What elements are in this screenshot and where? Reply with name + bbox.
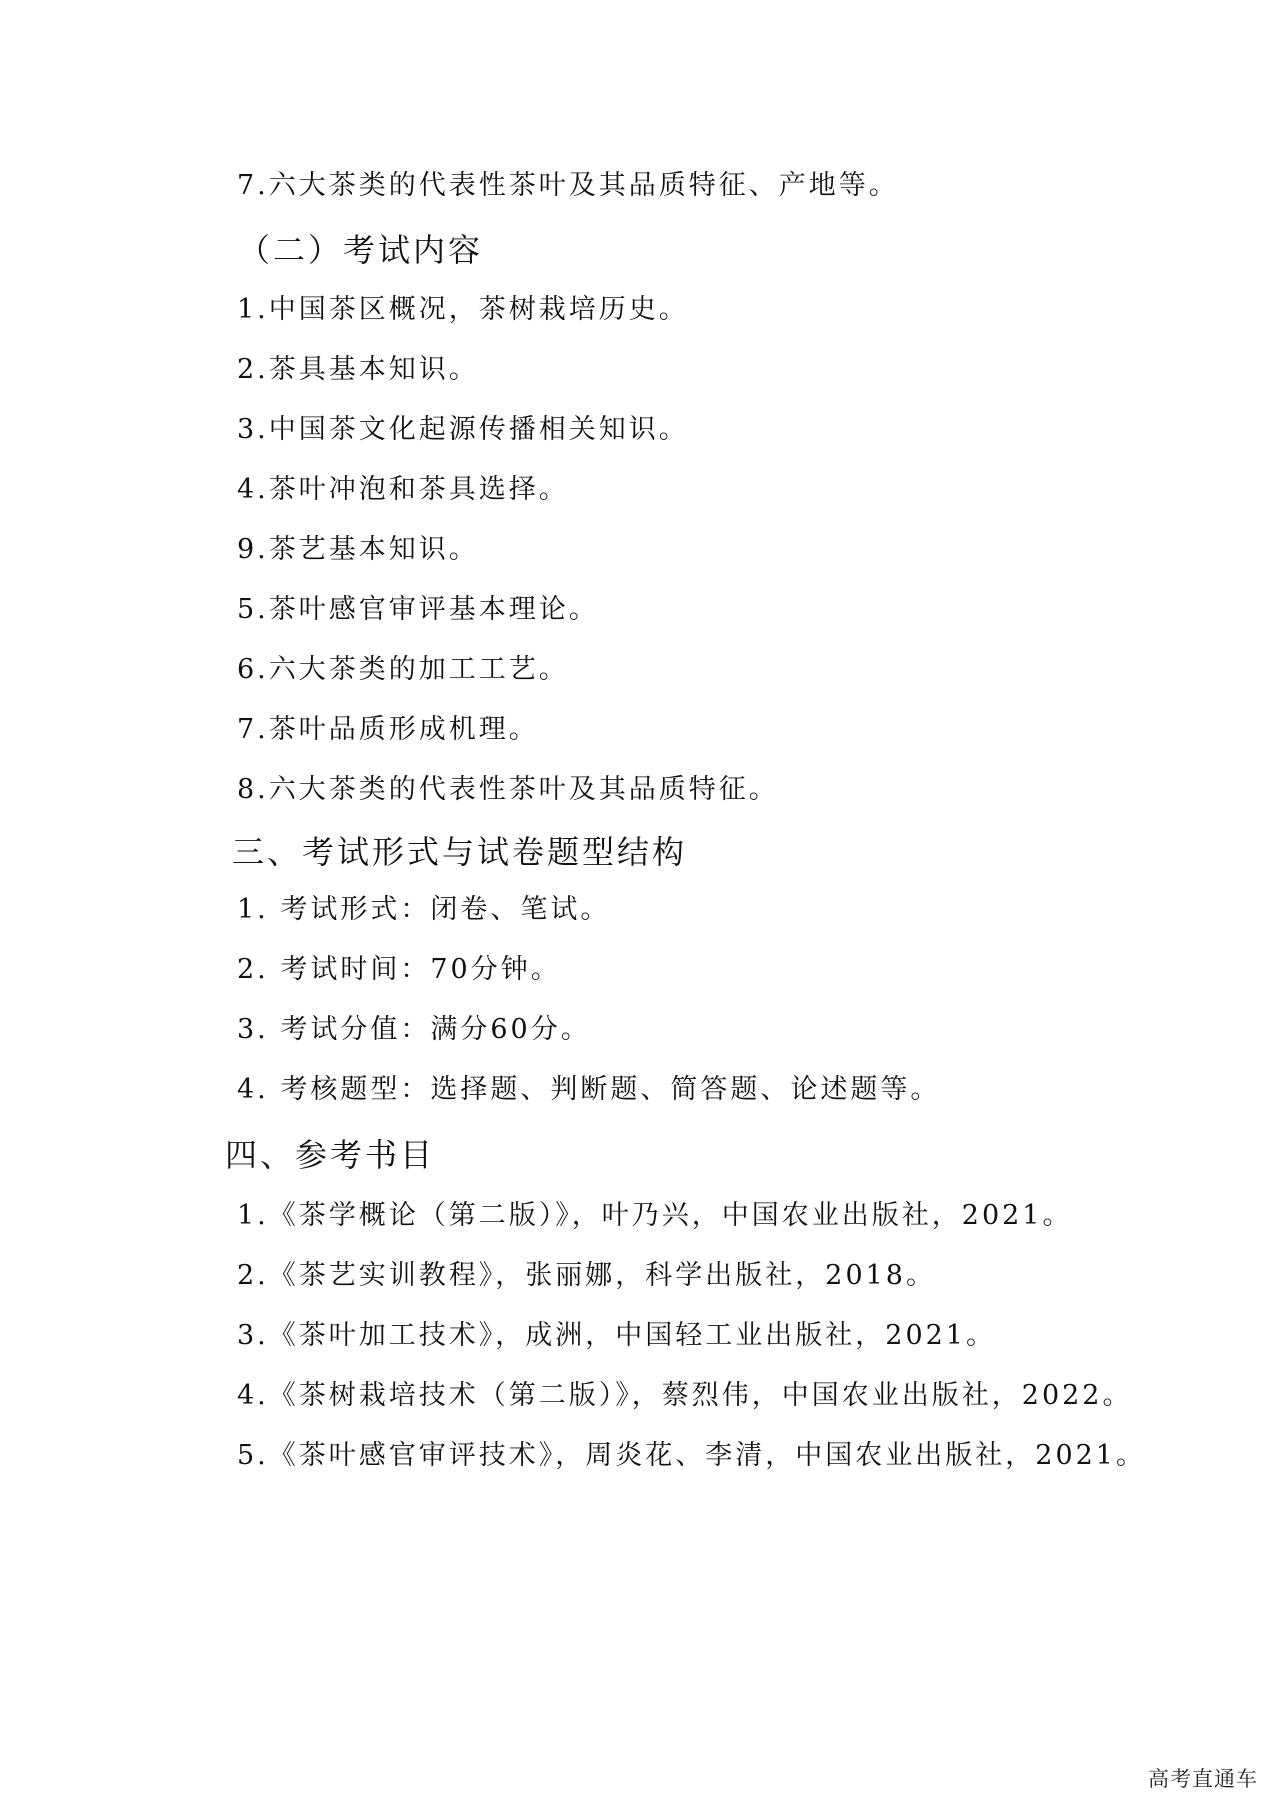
content-item-1: 1.中国茶区概况，茶树栽培历史。	[237, 294, 689, 325]
content-item-5: 9.茶艺基本知识。	[237, 534, 479, 565]
watermark-text: 高考直通车	[1148, 1767, 1258, 1791]
format-item-2: 2. 考试时间：70分钟。	[237, 954, 561, 985]
content-item-7: 6.六大茶类的加工工艺。	[237, 654, 569, 685]
content-item-8: 7.茶叶品质形成机理。	[237, 714, 539, 745]
content-item-2: 2.茶具基本知识。	[237, 354, 479, 385]
section-heading-exam-format: 三、考试形式与试卷题型结构	[232, 833, 688, 871]
content-item-9: 8.六大茶类的代表性茶叶及其品质特征。	[237, 774, 779, 805]
content-item-4: 4.茶叶冲泡和茶具选择。	[237, 474, 569, 505]
format-item-3: 3. 考试分值：满分60分。	[237, 1014, 591, 1045]
section-heading-references: 四、参考书目	[225, 1136, 436, 1174]
section-heading-exam-content: （二）考试内容	[238, 231, 484, 269]
content-item-6: 5.茶叶感官审评基本理论。	[237, 594, 599, 625]
book-item-5: 5.《茶叶感官审评技术》，周炎花、李清，中国农业出版社，2021。	[237, 1440, 1146, 1471]
content-item-3: 3.中国茶文化起源传播相关知识。	[237, 414, 689, 445]
format-item-4: 4. 考核题型：选择题、判断题、简答题、论述题等。	[237, 1074, 941, 1105]
book-item-1: 1.《茶学概论（第二版）》，叶乃兴，中国农业出版社，2021。	[237, 1200, 1073, 1231]
book-item-4: 4.《茶树栽培技术（第二版）》，蔡烈伟，中国农业出版社，2022。	[237, 1380, 1133, 1411]
format-item-1: 1. 考试形式：闭卷、笔试。	[237, 894, 611, 925]
book-item-2: 2.《茶艺实训教程》，张丽娜，科学出版社，2018。	[237, 1260, 936, 1291]
book-item-3: 3.《茶叶加工技术》，成洲，中国轻工业出版社，2021。	[237, 1320, 996, 1351]
intro-item: 7.六大茶类的代表性茶叶及其品质特征、产地等。	[237, 170, 899, 201]
